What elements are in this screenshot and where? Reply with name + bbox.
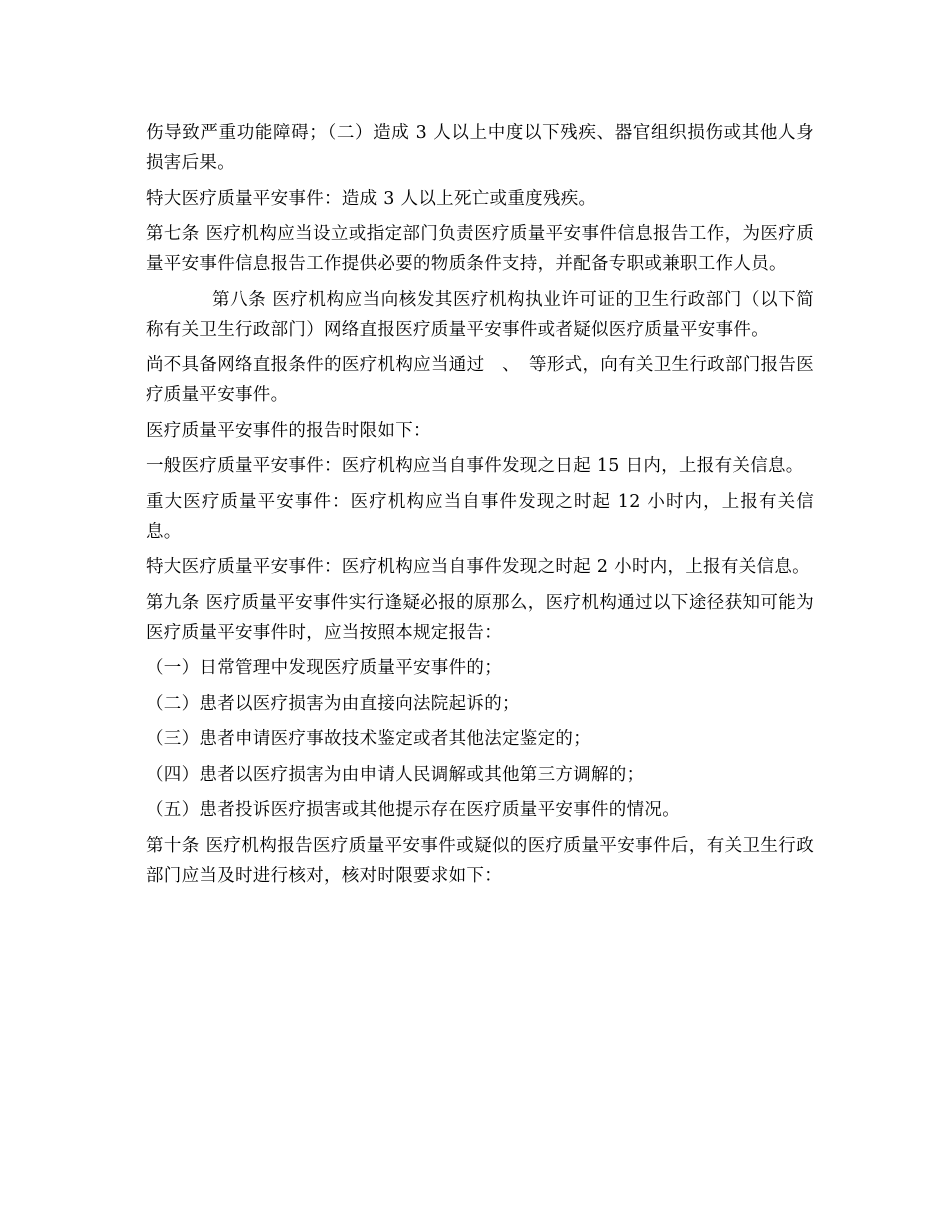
paragraph-4: 尚不具备网络直报条件的医疗机构应当通过 、 等形式，向有关卫生行政部门报告医疗质量平安事件。 bbox=[146, 355, 814, 405]
list-item-1: （一）日常管理中发现医疗质量平安事件的； bbox=[146, 658, 502, 678]
document-page bbox=[146, 118, 814, 896]
list-item-3: （三）患者申请医疗事故技术鉴定或者其他法定鉴定的； bbox=[146, 729, 591, 749]
paragraph-1: 伤导致严重功能障碍；（二）造成 3 人以上中度以下残疾、器官组织损伤或其他人身损害后果。 bbox=[146, 123, 814, 173]
paragraph-2: 特大医疗质量平安事件：造成 3 人以上死亡或重度残疾。 bbox=[146, 188, 597, 209]
paragraph-8: 特大医疗质量平安事件：医疗机构应当自事件发现之时起 2 小时内，上报有关信息。 bbox=[146, 557, 810, 577]
paragraph-article-8: 第八条 医疗机构应当向核发其医疗机构执业许可证的卫生行政部门（以下简称有关卫生行政部门）网络直报医疗质量平安事件或者疑似医疗质量平安事件。 bbox=[146, 289, 814, 340]
list-item-4: （四）患者以医疗损害为由申请人民调解或其他第三方调解的； bbox=[146, 764, 645, 785]
paragraph-article-9: 第九条 医疗质量平安事件实行逢疑必报的原那么，医疗机构通过以下途径获知可能为医疗质量平安事件时，应当按照本规定报告： bbox=[146, 592, 814, 643]
list-item-2: （二）患者以医疗损害为由直接向法院起诉的； bbox=[146, 693, 520, 714]
paragraph-6: 一般医疗质量平安事件：医疗机构应当自事件发现之日起 15 日内，上报有关信息。 bbox=[146, 456, 804, 476]
paragraph-5: 医疗质量平安事件的报告时限如下： bbox=[146, 420, 431, 441]
list-item-5: （五）患者投诉医疗损害或其他提示存在医疗质量平安事件的情况。 bbox=[146, 800, 680, 820]
paragraph-article-7: 第七条 医疗机构应当设立或指定部门负责医疗质量平安事件信息报告工作，为医疗质量平安事件信息报告工作提供必要的物质条件支持，并配备专职或兼职工作人员。 bbox=[146, 224, 814, 274]
paragraph-7: 重大医疗质量平安事件：医疗机构应当自事件发现之时起 12 小时内，上报有关信息。 bbox=[146, 491, 814, 542]
paragraph-article-10: 第十条 医疗机构报告医疗质量平安事件或疑似的医疗质量平安事件后，有关卫生行政部门应当及时进行核对，核对时限要求如下： bbox=[146, 835, 814, 886]
